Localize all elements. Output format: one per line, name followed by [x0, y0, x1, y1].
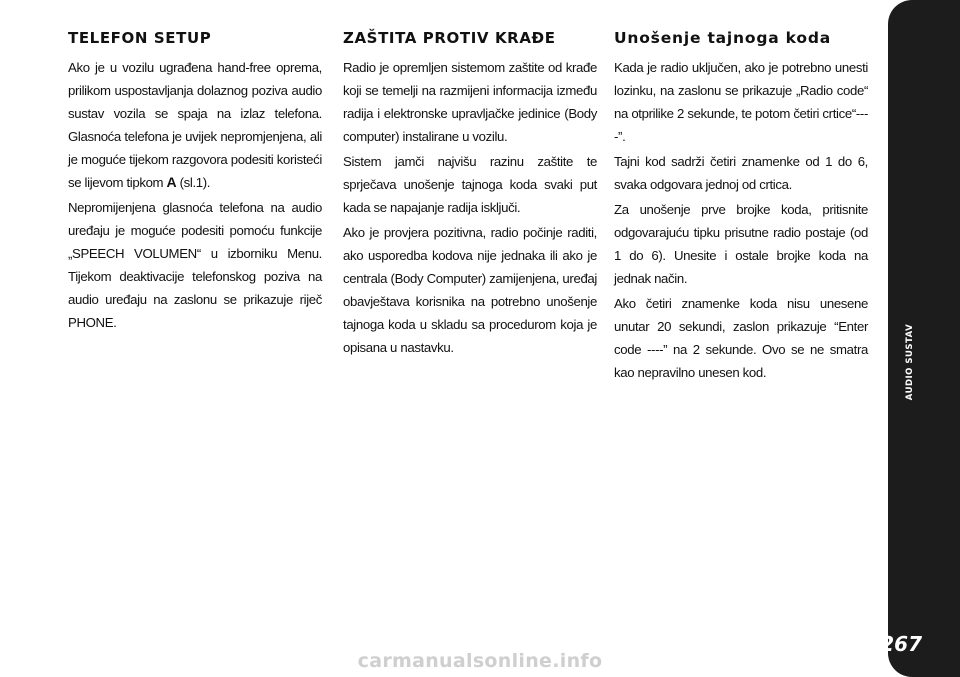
paragraph-unosenje-3: Za unošenje prve brojke koda, pritisnite odgovarajuću tipku prisutne radio postaje (od 1 do 6). Unesite i ostale brojke koda na jednak način.	[614, 202, 868, 286]
heading-telefon-setup: TELEFON SETUP	[68, 29, 212, 47]
paragraph-telefon-1-tail: (sl.1).	[176, 175, 211, 190]
key-label-a: A	[166, 174, 177, 190]
paragraph-telefon-2: Nepromijenjena glasnoća telefona na audio uređaju je moguće podesiti pomoću funkcije „SPEECH VOLUMEN“ u izborniku Menu. Tijekom deaktivacije telefonskog poziva na audio uređaju na zaslonu se prikazuje riječ PHONE.	[68, 200, 322, 330]
chapter-label: AUDIO SUSTAV	[905, 323, 915, 401]
paragraph-zastita-1: Radio je opremljen sistemom zaštite od krađe koji se temelji na razmijeni informacija između radija i elektronske upravljačke jedinice (Body computer) instalirane u vozilu.	[343, 60, 597, 144]
heading-unosenje-koda: Unošenje tajnoga koda	[614, 29, 831, 47]
column-telefon-setup	[68, 28, 322, 336]
paragraph-unosenje-1: Kada je radio uključen, ako je potrebno unesti lozinku, na zaslonu se prikazuje „Radio code“ na otprilike 2 sekunde, te potom četiri crtice“----”.	[614, 60, 868, 144]
column-zastita	[343, 28, 597, 361]
page-number: 267	[880, 632, 922, 656]
watermark: carmanualsonline.info	[357, 650, 603, 672]
heading-zastita: ZAŠTITA PROTIV KRAĐE	[343, 29, 556, 47]
paragraph-telefon-1	[68, 56, 322, 194]
paragraph-unosenje-4: Ako četiri znamenke koda nisu unesene unutar 20 sekundi, zaslon prikazuje “Enter code ----” na 2 sekunde. Ovo se ne smatra kao nepravilno unesen kod.	[614, 296, 868, 380]
chapter-sidebar	[888, 0, 960, 677]
paragraph-telefon-1-text: Ako je u vozilu ugrađena hand-free oprema, prilikom uspostavljanja dolaznog poziva audio sustav vozila se spaja na izlaz telefona. Glasnoća telefona je uvijek nepromjenjena, ali je moguće tijekom razgovora podesiti koristeći se lijevom tipkom	[68, 60, 322, 190]
paragraph-zastita-2: Sistem jamči najvišu razinu zaštite te sprječava unošenje tajnoga koda svaki put kada se napajanje radija isključi.	[343, 154, 597, 215]
paragraph-unosenje-2: Tajni kod sadrži četiri znamenke od 1 do 6, svaka odgovara jednoj od crtica.	[614, 154, 868, 192]
column-unosenje-koda	[614, 28, 868, 386]
paragraph-zastita-3: Ako je provjera pozitivna, radio počinje raditi, ako usporedba kodova nije jednaka ili ako je centrala (Body Computer) zamijenjena, uređaj obavještava korisnika na potrebno unošenje tajnoga koda u skladu sa procedurom koja je opisana u nastavku.	[343, 225, 597, 355]
